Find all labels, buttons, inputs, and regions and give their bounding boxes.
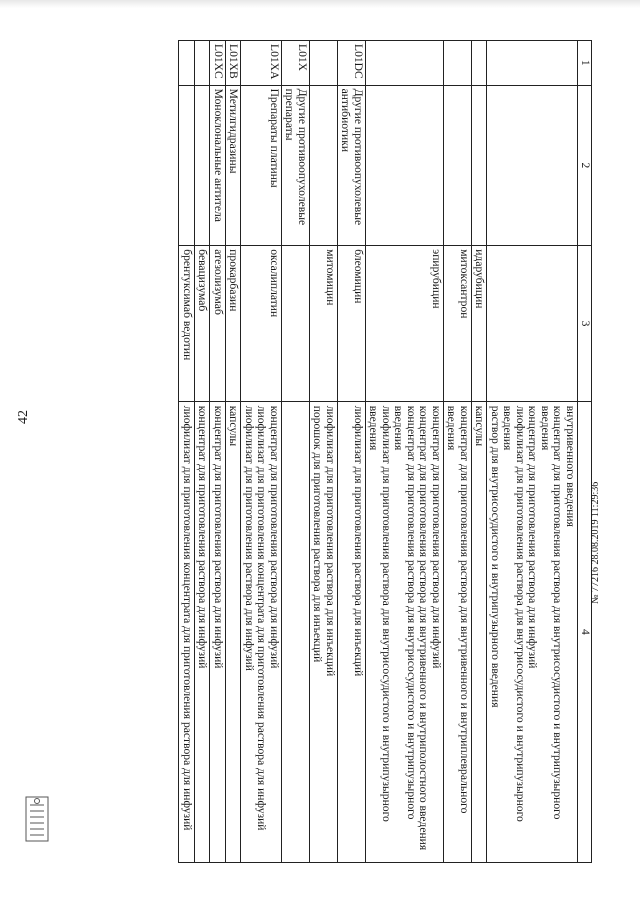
dosage-forms-cell [210, 401, 226, 862]
dosage-form: капсулы [473, 405, 487, 447]
dosage-forms-cell [241, 401, 282, 862]
dosage-form: концентрат для приготовления раствора для внутривенного и внутриплеврального введения [445, 405, 471, 814]
drug-cell: эпирубицин [366, 246, 444, 401]
dosage-form: концентрат для приготовления раствора для внутрисосудистого и внутрипузырного введения [392, 405, 418, 820]
dosage-form: концентрат для приготовления раствора для инфузий [196, 405, 210, 669]
code-cell [487, 41, 578, 86]
table-row [282, 41, 310, 863]
dosage-form: лиофилизат для приготовления раствора для внутрисосудистого и внутрипузырного введения [367, 405, 393, 822]
drug-cell [487, 246, 578, 401]
drug-cell: бевацизумаб [195, 246, 211, 401]
code-cell [195, 41, 211, 86]
code-cell: L01XC [210, 41, 226, 86]
table-row [366, 41, 444, 863]
drug-cell: идарубицин [472, 246, 488, 401]
drug-cell: митоксантрон [444, 246, 472, 401]
code-cell [366, 41, 444, 86]
table-row [338, 41, 366, 863]
table-body [179, 41, 578, 863]
dosage-form: лиофилизат для приготовления концентрата для приготовления раствора для инфузий [255, 405, 269, 831]
code-cell: L01DC [338, 41, 366, 86]
drug-cell: митомицин [310, 246, 338, 401]
drug-cell: брентуксимаб ведотин [179, 246, 195, 401]
dosage-form: лиофилизат для приготовления раствора для внутрисосудистого и внутрипузырного введения [501, 405, 527, 822]
code-cell [179, 41, 195, 86]
drug-cell: оксалиплатин [241, 246, 282, 401]
dosage-form: лиофилизат для приготовления раствора для инъекций [324, 405, 337, 677]
dosage-forms-cell [472, 401, 488, 862]
drug-cell [282, 246, 310, 401]
group-cell [444, 85, 472, 246]
dosage-form: капсулы [227, 405, 241, 447]
table-row [472, 41, 488, 863]
document-footer: № 77216 28.08.2019 11:29:36 [590, 481, 601, 604]
header-col-2: 2 [578, 85, 592, 246]
dosage-forms-cell [282, 401, 310, 862]
code-cell: L01XB [226, 41, 242, 86]
dosage-form: концентрат для приготовления раствора для инфузий [430, 405, 443, 669]
code-cell [444, 41, 472, 86]
dosage-form: концентрат для приготовления раствора для инфузий [268, 405, 281, 669]
table-row [444, 41, 472, 863]
group-cell: Моноклональные антитела [210, 85, 226, 246]
scan-edge [0, 0, 640, 8]
stamp-logo [24, 795, 50, 843]
group-cell: Другие противоопухолевые антибиотики [338, 85, 366, 246]
page-number: 42 [16, 410, 31, 424]
code-cell [310, 41, 338, 86]
dosage-forms-cell [310, 401, 338, 862]
dosage-form: лиофилизат для приготовления раствора для инфузий [243, 405, 256, 671]
header-col-4: 4 [578, 401, 592, 862]
group-cell: Препараты платины [241, 85, 282, 246]
dosage-forms-cell [226, 401, 242, 862]
dosage-form: концентрат для приготовления раствора для инфузий [212, 405, 225, 669]
drug-cell: прокарбазин [226, 246, 242, 401]
table-row [179, 41, 195, 863]
drug-cell: атезолизумаб [210, 246, 226, 401]
group-cell [179, 85, 195, 246]
dosage-form: порошок для приготовления раствора для инъекций [311, 405, 325, 663]
dosage-forms-cell [444, 401, 472, 862]
group-cell [487, 85, 578, 246]
dosage-forms-cell [195, 401, 211, 862]
code-cell: L01X [282, 41, 310, 86]
drug-table [179, 40, 593, 863]
dosage-form: концентрат для приготовления раствора для инфузий [526, 405, 540, 669]
table-row [195, 41, 211, 863]
table-row [226, 41, 242, 863]
group-cell: Другие противоопухолевые препараты [282, 85, 310, 246]
group-cell: Метилгидразины [226, 85, 242, 246]
dosage-forms-cell [366, 401, 444, 862]
code-cell [472, 41, 488, 86]
dosage-form: концентрат для приготовления раствора для внутривенного и внутриполостного введения [417, 405, 431, 851]
group-cell [310, 85, 338, 246]
drug-cell: блеомицин [338, 246, 366, 401]
table-row [487, 41, 578, 863]
dosage-form: лиофилизат для приготовления концентрата для приготовления раствора для инфузий [181, 405, 194, 831]
group-cell [195, 85, 211, 246]
table-row [210, 41, 226, 863]
dosage-form: раствор для внутрисосудистого и внутрипузырного введения [489, 405, 502, 708]
dosage-form: концентрат для приготовления раствора для внутрисосудистого и внутрипузырного введения [539, 405, 565, 820]
group-cell [366, 85, 444, 246]
dosage-forms-cell [179, 401, 195, 862]
group-cell [472, 85, 488, 246]
dosage-forms-cell [487, 401, 578, 862]
code-cell: L01XA [241, 41, 282, 86]
table-row [310, 41, 338, 863]
header-col-3: 3 [578, 246, 592, 401]
header-col-1: 1 [578, 41, 592, 86]
dosage-forms-cell [338, 401, 366, 862]
dosage-form: лиофилизат для приготовления раствора для инъекций [352, 405, 365, 677]
table-row [241, 41, 282, 863]
rotated-table-sheet [56, 40, 592, 863]
dosage-form: внутривенного введения [564, 405, 577, 527]
